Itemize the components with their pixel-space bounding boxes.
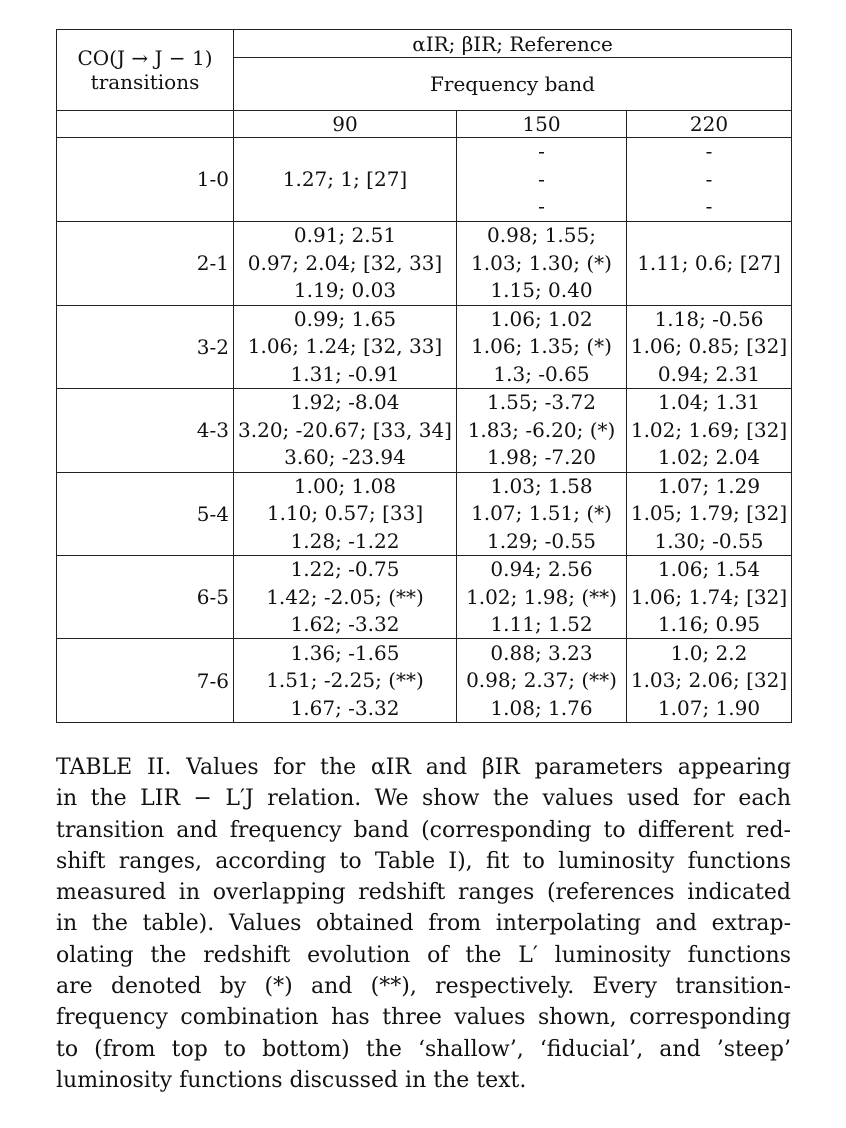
cell-value: 0.94; 2.31	[657, 361, 761, 386]
cell-value: 1.06; 1.54	[657, 557, 761, 582]
frequency-band-header: Frequency band	[234, 58, 792, 111]
cell-value: 1.03; 1.30; (*)	[471, 250, 612, 275]
table-row	[57, 389, 792, 472]
cell-value: 1.04; 1.31	[657, 390, 761, 415]
transition-label: 4-3	[57, 389, 234, 472]
cell-value: 1.62; -3.32	[290, 612, 400, 637]
first-column-header-line1: CO(J → J − 1)	[77, 46, 213, 71]
cell-value: 1.05; 1.79; [32]	[630, 501, 788, 526]
table-row	[57, 305, 792, 388]
cell-value: 1.42; -2.05; (**)	[266, 584, 424, 609]
table-caption	[56, 752, 791, 1096]
transition-label: 2-1	[57, 222, 234, 305]
cell-value: 1.83; -6.20; (*)	[467, 417, 616, 442]
cell-value: 1.10; 0.57; [33]	[266, 501, 424, 526]
cell-b90	[234, 389, 457, 472]
table-row	[57, 639, 792, 723]
transition-label: 6-5	[57, 555, 234, 638]
cell-b150	[457, 222, 627, 305]
band-90-header: 90	[234, 111, 457, 137]
cell-b150	[457, 137, 627, 221]
cell-value: 1.07; 1.51; (*)	[471, 501, 612, 526]
band-150-header: 150	[457, 111, 627, 137]
cell-value: 0.99; 1.65	[293, 306, 397, 331]
cell-value: 1.0; 2.2	[670, 640, 748, 665]
cell-value: 1.03; 2.06; [32]	[630, 668, 788, 693]
cell-value: 1.08; 1.76	[490, 695, 593, 720]
cell-b220	[627, 305, 792, 388]
cell-value: 3.20; -20.67; [33, 34]	[238, 417, 452, 442]
cell-b90	[234, 137, 457, 221]
cell-value: 0.98; 1.55;	[487, 223, 596, 248]
cell-value: 1.06; 1.02	[490, 306, 593, 331]
cell-value: 1.02; 1.98; (**)	[466, 584, 617, 609]
cell-b90	[234, 222, 457, 305]
cell-value: 1.11; 0.6; [27]	[637, 250, 781, 275]
table-row	[57, 472, 792, 555]
caption-line: in the table). Values obtained from interpolating and extrap-	[56, 911, 791, 937]
table-body	[57, 137, 792, 722]
transition-label: 5-4	[57, 472, 234, 555]
cell-value: 1.02; 2.04	[657, 445, 761, 470]
cell-b150	[457, 305, 627, 388]
cell-b150	[457, 389, 627, 472]
cell-value	[627, 277, 791, 304]
cell-value: 1.51; -2.25; (**)	[266, 668, 424, 693]
cell-value: 1.06; 1.24; [32, 33]	[247, 334, 443, 359]
cell-value: 1.02; 1.69; [32]	[630, 417, 788, 442]
cell-value: 1.29; -0.55	[487, 528, 596, 553]
cell-value: 1.06; 1.74; [32]	[630, 584, 788, 609]
cell-b220	[627, 639, 792, 723]
cell-value: 0.88; 3.23	[490, 640, 593, 665]
cell-value: 1.36; -1.65	[290, 640, 400, 665]
cell-b150	[457, 639, 627, 723]
cell-value: 1.92; -8.04	[290, 390, 400, 415]
cell-value: 1.03; 1.58	[490, 473, 593, 498]
cell-b150	[457, 555, 627, 638]
table-row	[57, 222, 792, 305]
table-row	[57, 137, 792, 221]
cell-value: 3.60; -23.94	[284, 445, 406, 470]
caption-line: transition and frequency band (corresponding to different red-	[56, 817, 791, 843]
cell-b220	[627, 389, 792, 472]
caption-line: luminosity functions discussed in the text.	[56, 1067, 527, 1093]
caption-line: to (from top to bottom) the ‘shallow’, ‘fiducial’, and ’steep’	[56, 1036, 791, 1062]
caption-line: measured in overlapping redshift ranges (references indicated	[56, 880, 791, 906]
cell-value: 1.00; 1.08	[293, 473, 397, 498]
caption-line: are denoted by (*) and (**), respectively. Every transition-	[56, 974, 791, 1000]
cell-value: 1.28; -1.22	[290, 528, 400, 553]
band-220-header: 220	[627, 111, 792, 137]
cell-value: 1.98; -7.20	[487, 445, 596, 470]
cell-value: 0.91; 2.51	[293, 223, 397, 248]
first-column-header-line2: transitions	[90, 70, 200, 95]
transition-label: 7-6	[57, 639, 234, 723]
cell-value: 0.98; 2.37; (**)	[466, 668, 617, 693]
cell-value: 1.3; -0.65	[493, 361, 590, 386]
cell-b90	[234, 305, 457, 388]
cell-value: 1.06; 1.35; (*)	[471, 334, 612, 359]
cell-b150	[457, 472, 627, 555]
cell-value: 1.15; 0.40	[490, 278, 593, 303]
cell-value: 1.06; 0.85; [32]	[630, 334, 788, 359]
caption-line: in the LIR − L′J relation. We show the values used for each	[56, 786, 791, 812]
cell-value: 1.55; -3.72	[487, 390, 596, 415]
cell-value	[234, 193, 456, 220]
caption-line: shift ranges, according to Table I), fit to luminosity functions	[56, 848, 791, 874]
cell-value: 0.94; 2.56	[490, 557, 593, 582]
cell-value: 1.19; 0.03	[293, 278, 397, 303]
cell-b220	[627, 472, 792, 555]
cell-value: 0.97; 2.04; [32, 33]	[247, 250, 443, 275]
caption-line: TABLE II. Values for the αIR and βIR parameters appearing	[56, 755, 791, 780]
cell-b220	[627, 555, 792, 638]
cell-value: -	[538, 166, 545, 191]
cell-value: -	[705, 194, 713, 219]
cell-value: -	[538, 194, 545, 219]
cell-b90	[234, 555, 457, 638]
cell-value: 1.11; 1.52	[490, 612, 593, 637]
transition-label: 3-2	[57, 305, 234, 388]
transition-label: 1-0	[57, 137, 234, 221]
cell-b220	[627, 137, 792, 221]
header-empty-cell	[57, 111, 234, 137]
cell-value: 1.30; -0.55	[654, 528, 764, 553]
cell-value: 1.16; 0.95	[657, 612, 761, 637]
cell-value: -	[705, 166, 713, 191]
cell-value	[627, 222, 791, 249]
cell-value: 1.27; 1; [27]	[282, 166, 408, 191]
cell-b220	[627, 222, 792, 305]
cell-b90	[234, 639, 457, 723]
cell-value: 1.31; -0.91	[290, 361, 400, 386]
cell-value: 1.07; 1.29	[657, 473, 761, 498]
params-reference-header: αIR; βIR; Reference	[234, 30, 792, 58]
caption-line: frequency combination has three values shown, corresponding	[56, 1005, 791, 1031]
cell-value: 1.67; -3.32	[290, 695, 400, 720]
cell-value: 1.07; 1.90	[657, 695, 761, 720]
first-column-header	[57, 30, 234, 111]
caption-line: olating the redshift evolution of the L′ luminosity functions	[56, 942, 791, 968]
cell-b90	[234, 472, 457, 555]
cell-value: -	[538, 139, 545, 164]
table-row	[57, 555, 792, 638]
co-transition-table	[56, 29, 792, 723]
cell-value: -	[705, 139, 713, 164]
cell-value: 1.22; -0.75	[290, 557, 400, 582]
cell-value: 1.18; -0.56	[654, 306, 764, 331]
cell-value	[234, 138, 456, 165]
